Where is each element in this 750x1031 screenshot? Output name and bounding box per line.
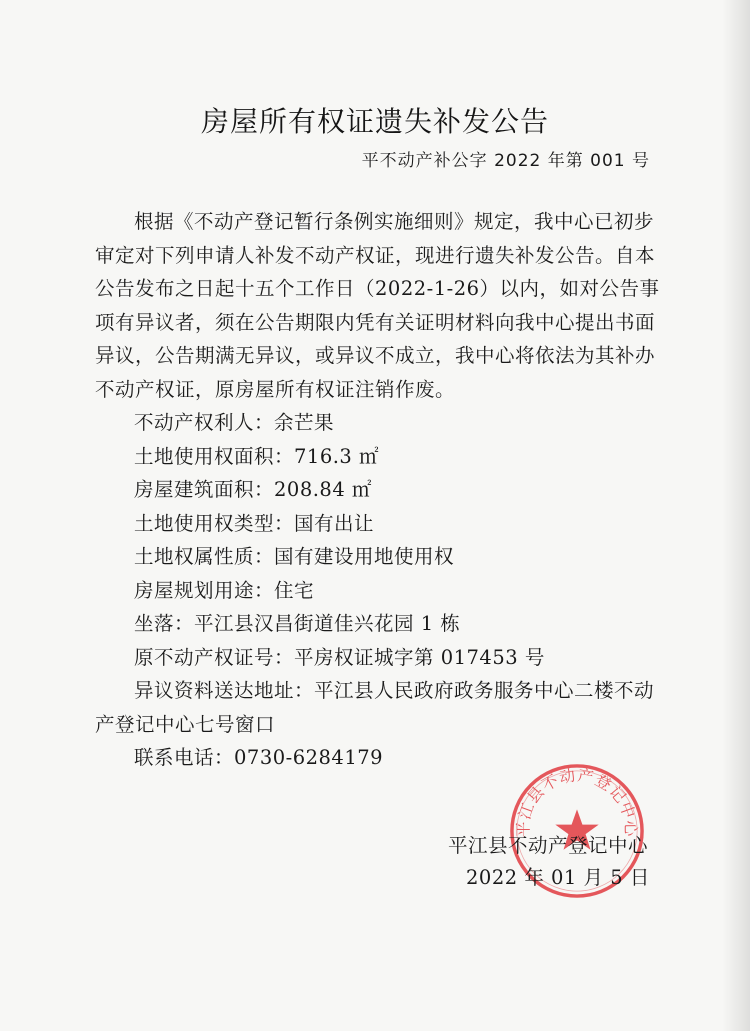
- signature-date: 2022 年 01 月 5 日: [466, 866, 650, 889]
- document-title: 房屋所有权证遗失补发公告: [200, 105, 549, 138]
- document-body: [95, 205, 660, 775]
- field-objection-address: 异议资料送达地址：平江县人民政府政务服务中心二楼不动产登记中心七号窗口: [95, 679, 655, 736]
- field-location: 坐落：平江县汉昌街道佳兴花园 1 栋: [134, 612, 461, 635]
- field-original-cert-no: 原不动产权证号：平房权证城字第 017453 号: [134, 645, 545, 669]
- field-land-right-nature: 土地权属性质：国有建设用地使用权: [134, 545, 455, 568]
- signature-organization: 平江县不动产登记中心: [448, 834, 649, 857]
- field-owner: 不动产权利人：余芒果: [134, 411, 335, 434]
- field-land-use-type: 土地使用权类型：国有出让: [134, 511, 375, 535]
- seal-text: 平江县不动产登记中心: [513, 765, 641, 838]
- field-phone: 联系电话：0730-6284179: [134, 746, 384, 769]
- page-edge-shadow: [722, 0, 750, 1031]
- field-land-area: 土地使用权面积：716.3 ㎡: [134, 444, 380, 468]
- field-building-area: 房屋建筑面积：208.84 ㎡: [134, 478, 372, 501]
- field-planned-use: 房屋规划用途：住宅: [134, 578, 315, 602]
- document-number: 平不动产补公字 2022 年第 001 号: [361, 151, 650, 171]
- main-paragraph: 根据《不动产登记暂行条例实施细则》规定，我中心已初步审定对下列申请人补发不动产权证，现进行遗失补发公告。自本公告发布之日起十五个工作日（2022-1-26）以内，如对公告事项有异议者，须在公告期限内凭有关证明材料向我中心提出书面异议，公告期满无异议，或异议不成立，我中心将依法为其补办不动产权证，原房屋所有权证注销作废。: [95, 210, 660, 401]
